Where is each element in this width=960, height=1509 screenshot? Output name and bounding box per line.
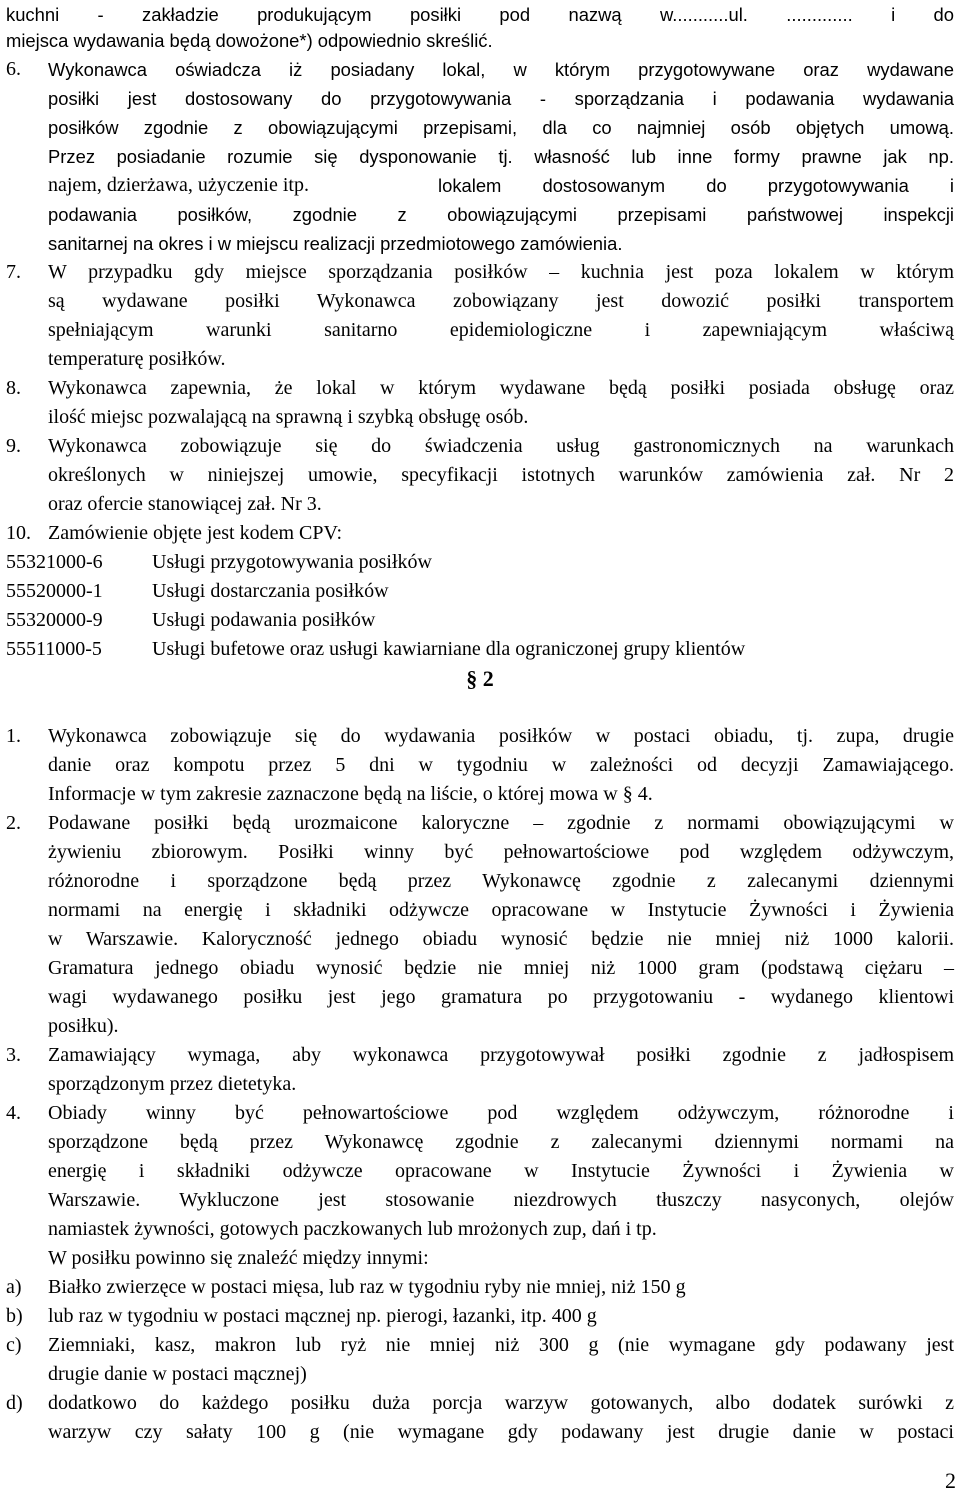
cpv-description: Usługi dostarczania posiłków (152, 580, 389, 602)
paragraph-text: drugie danie w postaci mącznej) (48, 1363, 307, 1385)
paragraph-text: oraz ofercie stanowiącej zał. Nr 3. (48, 493, 322, 515)
paragraph-text: danie oraz kompotu przez 5 dni w tygodniu w zależności od decyzji Zamawiającego. (48, 754, 954, 776)
paragraph-text: W posiłku powinno się znaleźć między innymi: (48, 1247, 429, 1269)
sub-item-a (6, 1273, 954, 1302)
text-line (6, 229, 954, 258)
text-line (6, 1128, 954, 1157)
text-line (6, 490, 954, 519)
item-letter: c) (6, 1334, 22, 1356)
paragraph-text: lokalem dostosowanym do przygotowywania i (438, 175, 954, 196)
text-line (6, 316, 954, 345)
list-item-4 (6, 1099, 954, 1128)
item-letter: a) (6, 1276, 22, 1298)
paragraph-text: najem, dzierżawa, użyczenie itp. (48, 174, 309, 196)
paragraph-text: sporządzonym przez dietetyka. (48, 1073, 297, 1095)
paragraph-text: kuchni - zakładzie produkującym posiłki pod nazwą w...........ul. ............. i do (6, 4, 954, 25)
item-number: 7. (6, 261, 21, 283)
paragraph-text: podawania posiłków, zgodnie z obowiązującymi przepisami państwowej inspekcji (48, 204, 954, 225)
text-line (6, 171, 954, 200)
paragraph-text: W przypadku gdy miejsce sporządzania posiłków – kuchnia jest poza lokalem w którym (48, 261, 954, 283)
list-item-6 (6, 55, 954, 84)
text-line (6, 780, 954, 809)
paragraph-text: określonych w niniejszej umowie, specyfikacji istotnych warunków zamówienia zał. Nr 2 (48, 464, 954, 486)
paragraph-text: Wykonawca zapewnia, że lokal w którym wydawane będą posiłki posiada obsługę oraz (48, 377, 954, 399)
text-line (6, 1418, 954, 1447)
text-line (6, 954, 954, 983)
list-item-1 (6, 722, 954, 751)
sub-item-c (6, 1331, 954, 1360)
paragraph-text: Zamawiający wymaga, aby wykonawca przygotowywał posiłki zgodnie z jadłospisem (48, 1044, 954, 1066)
paragraph-text: Zamówienie objęte jest kodem CPV: (48, 522, 343, 544)
text-line (6, 896, 954, 925)
page-number: 2 (945, 1468, 956, 1493)
text-line (6, 1360, 954, 1389)
list-item-8 (6, 374, 954, 403)
text-line (6, 345, 954, 374)
text-line (6, 983, 954, 1012)
cpv-code: 55520000-1 (6, 580, 103, 602)
text-line (6, 200, 954, 229)
list-item-2 (6, 809, 954, 838)
text-line (6, 142, 954, 171)
text-line (6, 403, 954, 432)
paragraph-text: Przez posiadanie rozumie się dysponowanie tj. własność lub inne formy prawne jak np. (48, 146, 954, 167)
text-line (6, 287, 954, 316)
item-number: 10. (6, 522, 31, 544)
item-letter: b) (6, 1305, 23, 1327)
item-number: 9. (6, 435, 21, 457)
paragraph-text: dodatkowo do każdego posiłku duża porcja warzyw gotowanych, albo dodatek surówki z (48, 1392, 954, 1414)
item-number: 3. (6, 1044, 21, 1066)
paragraph-text: wagi wydawanego posiłku jest jego gramatura po przygotowaniu - wydanego klientowi (48, 986, 954, 1008)
text-line (6, 751, 954, 780)
item-number: 6. (6, 58, 21, 80)
paragraph-text: w Warszawie. Kaloryczność jednego obiadu wynosić będzie nie mniej niż 1000 kalorii. (48, 928, 954, 950)
paragraph-text: posiłków zgodnie z obowiązującymi przepisami, dla co najmniej osób objętych umową. (48, 117, 954, 138)
paragraph-text: Wykonawca zobowiązuje się do świadczenia usług gastronomicznych na warunkach (48, 435, 954, 457)
paragraph-text: namiastek żywności, gotowych paczkowanych lub mrożonych zup, dań i tp. (48, 1218, 657, 1240)
item-number: 1. (6, 725, 21, 747)
cpv-code: 55321000-6 (6, 551, 103, 573)
item-number: 8. (6, 377, 21, 399)
text-line (6, 84, 954, 113)
text-line (6, 1186, 954, 1215)
cpv-code: 55320000-9 (6, 609, 103, 631)
list-item-10 (6, 519, 954, 548)
text-line (6, 461, 954, 490)
paragraph-text: miejsca wydawania będą dowożone*) odpowiednio skreślić. (6, 30, 493, 51)
paragraph-text: Gramatura jednego obiadu wynosić będzie nie mniej niż 1000 gram (podstawą ciężaru – (48, 957, 954, 979)
item-letter: d) (6, 1392, 23, 1414)
paragraph-text: temperaturę posiłków. (48, 348, 226, 370)
paragraph-text: Warszawie. Wykluczone jest stosowanie niezdrowych tłuszczy nasyconych, olejów (48, 1189, 954, 1211)
cpv-description: Usługi bufetowe oraz usługi kawiarniane dla ograniczonej grupy klientów (152, 638, 746, 660)
paragraph-text: są wydawane posiłki Wykonawca zobowiązany jest dowozić posiłki transportem (48, 290, 954, 312)
section-title: § 2 (466, 666, 494, 691)
paragraph-text: warzyw czy sałaty 100 g (nie wymagane gdy podawany jest drugie danie w postaci (48, 1421, 954, 1443)
paragraph-text: sporządzone będą przez Wykonawcę zgodnie z zalecanymi dziennymi normami na (48, 1131, 954, 1153)
paragraph-text: posiłku). (48, 1015, 119, 1037)
section-header (6, 664, 954, 693)
cpv-description: Usługi przygotowywania posiłków (152, 551, 432, 573)
cpv-row (6, 606, 954, 635)
paragraph-text: żywieniu zbiorowym. Posiłki winny być pełnowartościowe pod względem odżywczym, (48, 841, 954, 863)
paragraph-text: Obiady winny być pełnowartościowe pod względem odżywczym, różnorodne i (48, 1102, 954, 1124)
text-line (6, 1215, 954, 1244)
cpv-row (6, 577, 954, 606)
text-line (6, 113, 954, 142)
text-line (6, 1244, 954, 1273)
text-line (6, 1157, 954, 1186)
paragraph-text: lub raz w tygodniu w postaci mącznej np. pierogi, łazanki, itp. 400 g (48, 1305, 597, 1327)
paragraph-text: normami na energię i składniki odżywcze opracowane w Instytucie Żywności i Żywienia (48, 899, 954, 921)
text-line (6, 0, 954, 29)
text-line (6, 1012, 954, 1041)
list-item-9 (6, 432, 954, 461)
paragraph-text: Białko zwierzęce w postaci mięsa, lub raz w tygodniu ryby nie mniej, niż 150 g (48, 1276, 686, 1298)
sub-item-d (6, 1389, 954, 1418)
paragraph-text: Informacje w tym zakresie zaznaczone będą na liście, o której mowa w § 4. (48, 783, 653, 805)
paragraph-text: posiłki jest dostosowany do przygotowywania - sporządzania i podawania wydawania (48, 88, 954, 109)
cpv-row (6, 548, 954, 577)
paragraph-text: spełniającym warunki sanitarno epidemiologiczne i zapewniającym właściwą (48, 319, 954, 341)
paragraph-text: Ziemniaki, kasz, makron lub ryż nie mniej niż 300 g (nie wymagane gdy podawany jest (48, 1334, 954, 1356)
paragraph-text: różnorodne i sporządzone będą przez Wykonawcę zgodnie z zalecanymi dziennymi (48, 870, 954, 892)
text-line (6, 838, 954, 867)
paragraph-text: Wykonawca oświadcza iż posiadany lokal, w którym przygotowywane oraz wydawane (48, 59, 954, 80)
text-line (6, 867, 954, 896)
text-line (6, 1070, 954, 1099)
cpv-code: 55511000-5 (6, 638, 102, 660)
list-item-7 (6, 258, 954, 287)
paragraph-text: Wykonawca zobowiązuje się do wydawania posiłków w postaci obiadu, tj. zupa, drugie (48, 725, 954, 747)
paragraph-text: energię i składniki odżywcze opracowane w Instytucie Żywności i Żywienia w (48, 1160, 954, 1182)
text-line (6, 925, 954, 954)
list-item-3 (6, 1041, 954, 1070)
item-number: 4. (6, 1102, 21, 1124)
cpv-row (6, 635, 954, 664)
paragraph-text: sanitarnej na okres i w miejscu realizacji przedmiotowego zamówienia. (48, 233, 623, 254)
cpv-description: Usługi podawania posiłków (152, 609, 376, 631)
paragraph-text: ilość miejsc pozwalającą na sprawną i szybką obsługę osób. (48, 406, 529, 428)
paragraph-text: Podawane posiłki będą urozmaicone kaloryczne – zgodnie z normami obowiązującymi w (48, 812, 954, 834)
item-number: 2. (6, 812, 21, 834)
sub-item-b (6, 1302, 954, 1331)
text-line (6, 26, 954, 55)
